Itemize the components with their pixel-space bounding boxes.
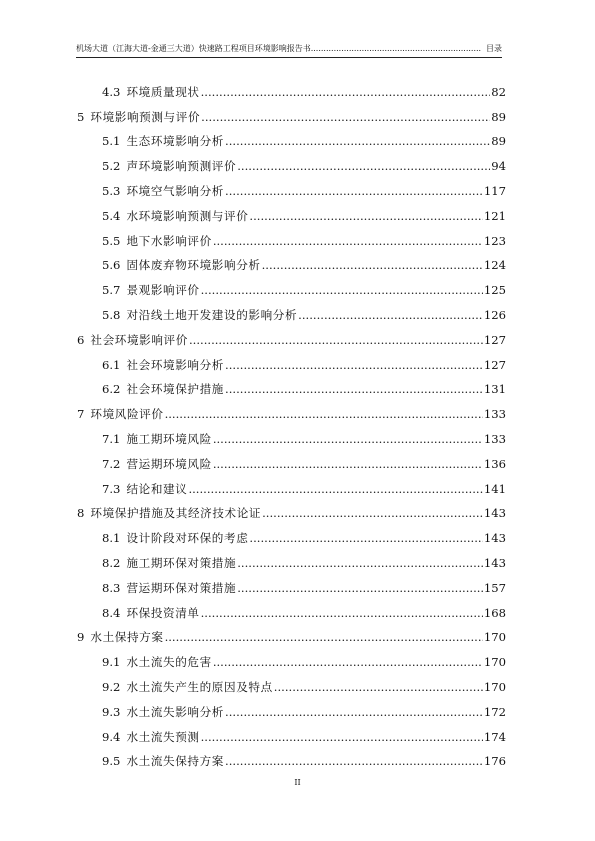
- toc-entry-title: 环境空气影响分析: [126, 183, 225, 198]
- toc-dot-leader: [188, 482, 482, 496]
- toc-entry[interactable]: [76, 223, 506, 248]
- toc-entry-title: 施工期环境风险: [126, 431, 212, 446]
- toc-entry-title: 设计阶段对环保的考虑: [126, 531, 249, 546]
- toc-entry-number: 8.1: [102, 531, 121, 546]
- toc-entry-number: 5.4: [102, 208, 121, 223]
- toc-entry-number: 6: [77, 332, 85, 347]
- toc-entry-title: 水土流失保持方案: [126, 754, 225, 769]
- toc-entry-page: 82: [491, 84, 506, 99]
- toc-entry-number: 9.3: [102, 704, 121, 719]
- toc-dot-leader: [237, 159, 490, 173]
- toc-dot-leader: [237, 556, 483, 570]
- toc-dot-leader: [249, 209, 482, 223]
- toc-entry-number: 8.2: [102, 555, 121, 570]
- toc-entry-title: 结论和建议: [126, 481, 188, 496]
- header-section-label: 目录: [486, 44, 502, 53]
- toc-entry[interactable]: [76, 545, 506, 570]
- toc-entry-title: 景观影响评价: [126, 283, 200, 298]
- toc-entry-title: 水土流失预测: [126, 729, 200, 744]
- toc-entry-number: 7.1: [102, 431, 121, 446]
- toc-entry-title: 施工期环保对策措施: [126, 555, 237, 570]
- toc-entry-title: 营运期环保对策措施: [126, 580, 237, 595]
- toc-entry[interactable]: [76, 446, 506, 471]
- toc-entry[interactable]: [76, 124, 506, 149]
- toc-entry-number: 6.2: [102, 382, 121, 397]
- toc-dot-leader: [298, 308, 483, 322]
- toc-dot-leader: [225, 134, 490, 148]
- toc-entry-title: 社会环境影响评价: [90, 332, 188, 347]
- toc-entry[interactable]: [76, 173, 506, 198]
- toc-entry[interactable]: [76, 99, 506, 124]
- toc-entry-page: 125: [483, 283, 506, 298]
- toc-entry-number: 9: [77, 630, 85, 645]
- toc-dot-leader: [225, 184, 483, 198]
- toc-entry-page: 170: [483, 679, 506, 694]
- toc-entry-number: 9.1: [102, 655, 121, 670]
- toc-entry-page: 174: [483, 729, 506, 744]
- toc-entry-number: 8: [77, 506, 85, 521]
- toc-dot-leader: [201, 730, 483, 744]
- toc-entry-title: 环保投资清单: [126, 605, 200, 620]
- table-of-contents: [76, 74, 506, 768]
- toc-entry[interactable]: [76, 272, 506, 297]
- toc-entry[interactable]: [76, 744, 506, 769]
- toc-entry-page: 143: [483, 555, 506, 570]
- toc-entry-title: 固体废弃物环境影响分析: [126, 258, 261, 273]
- toc-entry-page: 89: [491, 109, 506, 124]
- toc-dot-leader: [165, 407, 483, 421]
- toc-entry-title: 声环境影响预测评价: [126, 159, 237, 174]
- toc-entry[interactable]: [76, 620, 506, 645]
- toc-entry-page: 143: [483, 531, 506, 546]
- toc-entry-page: 123: [483, 233, 506, 248]
- toc-entry[interactable]: [76, 248, 506, 273]
- toc-entry[interactable]: [76, 396, 506, 421]
- toc-entry[interactable]: [76, 74, 506, 99]
- toc-dot-leader: [249, 531, 482, 545]
- running-header: [76, 42, 502, 56]
- toc-entry-title: 环境风险评价: [90, 407, 164, 422]
- toc-entry-page: 127: [483, 357, 506, 372]
- toc-entry-page: 126: [483, 307, 506, 322]
- toc-entry[interactable]: [76, 644, 506, 669]
- toc-entry-number: 9.2: [102, 679, 121, 694]
- toc-entry-number: 6.1: [102, 357, 121, 372]
- toc-entry[interactable]: [76, 496, 506, 521]
- toc-dot-leader: [262, 506, 483, 520]
- toc-entry-number: 9.5: [102, 754, 121, 769]
- toc-entry[interactable]: [76, 148, 506, 173]
- toc-entry-title: 水土保持方案: [90, 630, 164, 645]
- toc-dot-leader: [201, 606, 483, 620]
- toc-dot-leader: [201, 283, 483, 297]
- toc-entry-page: 136: [483, 456, 506, 471]
- toc-dot-leader: [201, 110, 490, 124]
- toc-entry-title: 地下水影响评价: [126, 233, 212, 248]
- toc-entry-page: 89: [491, 134, 506, 149]
- toc-entry-page: 124: [483, 258, 506, 273]
- toc-entry-number: 5.8: [102, 307, 121, 322]
- toc-entry[interactable]: [76, 669, 506, 694]
- toc-entry-number: 7.2: [102, 456, 121, 471]
- header-title: 机场大道（江海大道-金通三大道）快速路工程项目环境影响报告书: [76, 44, 311, 53]
- toc-entry-page: 141: [483, 481, 506, 496]
- toc-entry-title: 对沿线土地开发建设的影响分析: [126, 307, 298, 322]
- toc-dot-leader: [237, 581, 483, 595]
- toc-entry-page: 94: [491, 159, 506, 174]
- toc-dot-leader: [201, 85, 491, 99]
- toc-entry-number: 8.4: [102, 605, 121, 620]
- toc-entry-title: 环境保护措施及其经济技术论证: [90, 506, 262, 521]
- toc-entry[interactable]: [76, 372, 506, 397]
- toc-entry-title: 水土流失产生的原因及特点: [126, 679, 273, 694]
- toc-dot-leader: [213, 234, 483, 248]
- toc-entry-page: 131: [483, 382, 506, 397]
- toc-entry[interactable]: [76, 322, 506, 347]
- toc-entry[interactable]: [76, 694, 506, 719]
- toc-entry-title: 环境影响预测与评价: [90, 109, 201, 124]
- toc-entry[interactable]: [76, 719, 506, 744]
- toc-entry-title: 水环境影响预测与评价: [126, 208, 249, 223]
- toc-entry-page: 168: [483, 605, 506, 620]
- toc-entry-title: 水土流失影响分析: [126, 704, 225, 719]
- toc-entry-number: 7.3: [102, 481, 121, 496]
- toc-entry-page: 117: [483, 183, 506, 198]
- toc-entry[interactable]: [76, 347, 506, 372]
- toc-entry[interactable]: [76, 471, 506, 496]
- toc-entry-page: 121: [483, 208, 506, 223]
- toc-entry-page: 170: [483, 655, 506, 670]
- toc-entry-page: 172: [483, 704, 506, 719]
- toc-dot-leader: [213, 457, 483, 471]
- toc-entry-number: 5.3: [102, 183, 121, 198]
- toc-entry-number: 5: [77, 109, 85, 124]
- header-dot-leader: ...................................................................: [310, 44, 482, 53]
- toc-dot-leader: [225, 754, 483, 768]
- toc-entry-number: 4.3: [102, 84, 121, 99]
- toc-entry[interactable]: [76, 520, 506, 545]
- toc-entry-number: 5.5: [102, 233, 121, 248]
- toc-entry-number: 9.4: [102, 729, 121, 744]
- toc-entry[interactable]: [76, 198, 506, 223]
- toc-dot-leader: [165, 630, 483, 644]
- toc-entry[interactable]: [76, 421, 506, 446]
- toc-entry-page: 170: [483, 630, 506, 645]
- toc-entry-page: 176: [483, 754, 506, 769]
- toc-entry-page: 133: [483, 407, 506, 422]
- toc-entry-page: 127: [483, 332, 506, 347]
- toc-entry-title: 生态环境影响分析: [126, 134, 225, 149]
- header-rule: [76, 57, 502, 58]
- toc-entry[interactable]: [76, 570, 506, 595]
- toc-entry-page: 143: [483, 506, 506, 521]
- toc-entry[interactable]: [76, 595, 506, 620]
- toc-entry-page: 133: [483, 431, 506, 446]
- toc-entry-number: 5.6: [102, 258, 121, 273]
- toc-entry[interactable]: [76, 297, 506, 322]
- toc-entry-number: 5.7: [102, 283, 121, 298]
- toc-entry-title: 社会环境保护措施: [126, 382, 225, 397]
- toc-entry-title: 环境质量现状: [126, 84, 200, 99]
- toc-entry-title: 营运期环境风险: [126, 456, 212, 471]
- toc-dot-leader: [213, 432, 483, 446]
- toc-dot-leader: [274, 680, 483, 694]
- toc-entry-title: 社会环境影响分析: [126, 357, 225, 372]
- toc-entry-title: 水土流失的危害: [126, 655, 212, 670]
- toc-entry-number: 5.2: [102, 159, 121, 174]
- toc-dot-leader: [225, 382, 483, 396]
- toc-entry-number: 5.1: [102, 134, 121, 149]
- toc-dot-leader: [262, 258, 483, 272]
- toc-dot-leader: [189, 333, 483, 347]
- toc-entry-page: 157: [483, 580, 506, 595]
- toc-entry-number: 8.3: [102, 580, 121, 595]
- toc-dot-leader: [225, 705, 483, 719]
- toc-dot-leader: [213, 655, 483, 669]
- page-number: II: [294, 778, 301, 787]
- toc-dot-leader: [225, 358, 483, 372]
- toc-entry-number: 7: [77, 407, 85, 422]
